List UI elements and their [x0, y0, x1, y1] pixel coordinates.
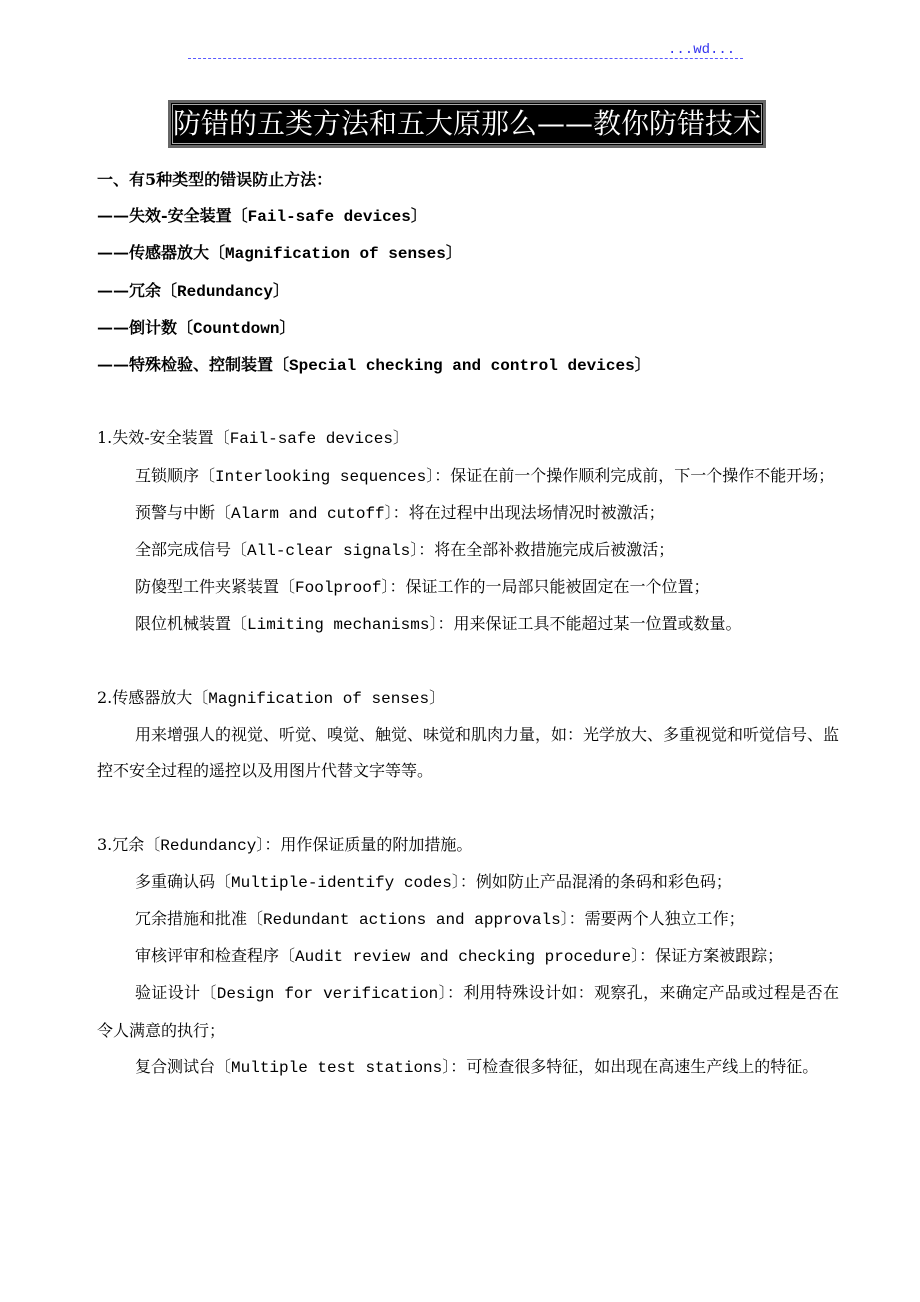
intro-item [97, 347, 839, 384]
header-mark: ...wd... [668, 42, 736, 58]
spacer [97, 790, 839, 826]
para-rest: ：可检查很多特征，如出现在高速生产线上的特征。 [450, 1056, 819, 1076]
para-cn: 防傻型工件夹紧装置 [135, 577, 280, 597]
item-cn: ——失效-安全装置 [97, 206, 232, 226]
intro-item [97, 198, 839, 235]
para-cn: 多重确认码 [135, 871, 216, 891]
item-cn: ——传感器放大 [97, 243, 210, 263]
para-rest: ：保证工作的一局部只能被固定在一个位置； [389, 577, 710, 597]
section-paragraph [97, 458, 839, 495]
para-en: 〔Multiple test stations〕 [215, 1058, 451, 1077]
section-heading [97, 827, 839, 864]
para-en: 〔Design for verification〕 [200, 985, 447, 1004]
spacer [97, 644, 839, 680]
section-title-cn: 2.传感器放大 [97, 687, 193, 707]
section-title-cn: 1.失效-安全装置 [97, 428, 214, 448]
para-cn: 冗余措施和批准 [135, 909, 248, 929]
item-en: 〔Magnification of senses〕 [209, 245, 462, 264]
item-cn: ——特殊检验、控制装置 [97, 355, 274, 375]
para-en: 〔Alarm and cutoff〕 [215, 504, 393, 523]
section-title-en: 〔Fail-safe devices〕 [213, 430, 409, 449]
para-en: 〔Interlooking sequences〕 [199, 467, 435, 486]
section-title-rest: ：用作保证质量的附加措施。 [264, 834, 473, 854]
para-cn: 用来增强人的视觉、听觉、嗅觉、触觉、味觉和肌肉力量，如：光学放大、多重视觉和听觉信号、监控不安全过程的遥控以及用图片代替文字等等。 [97, 725, 840, 781]
para-en: 〔Redundant actions and approvals〕 [247, 911, 569, 930]
para-cn: 复合测试台 [135, 1056, 216, 1076]
para-rest: ：需要两个人独立工作； [568, 909, 745, 929]
section-heading [97, 680, 839, 717]
para-rest: ：用来保证工具不能超过某一位置或数量。 [437, 614, 742, 634]
para-en: 〔Multiple-identify codes〕 [215, 873, 460, 892]
section-paragraph [97, 495, 839, 532]
section-paragraph [97, 864, 839, 901]
item-en: 〔Fail-safe devices〕 [231, 208, 427, 227]
section-paragraph [97, 717, 839, 790]
header-rule [188, 58, 743, 59]
intro-item [97, 273, 839, 310]
para-en: 〔Audit review and checking procedure〕 [279, 948, 640, 967]
para-rest: ：保证在前一个操作顺利完成前，下一个操作不能开场； [434, 465, 835, 485]
para-cn: 互锁顺序 [135, 465, 200, 485]
para-rest: ：保证方案被跟踪； [639, 946, 784, 966]
para-cn: 预警与中断 [135, 502, 216, 522]
section-paragraph [97, 901, 839, 938]
item-en: 〔Special checking and control devices〕 [273, 357, 651, 376]
para-rest: ：将在全部补救措施完成后被激活； [418, 540, 675, 560]
section-heading [97, 420, 839, 457]
section-paragraph [97, 569, 839, 606]
para-cn: 限位机械装置 [135, 614, 232, 634]
item-cn: ——倒计数 [97, 317, 178, 337]
section-title-cn: 3.冗余 [97, 834, 145, 854]
section-title-en: 〔Magnification of senses〕 [192, 689, 446, 708]
para-en: 〔Foolproof〕 [279, 579, 390, 598]
item-cn: ——冗余 [97, 280, 162, 300]
para-en: 〔All-clear signals〕 [231, 542, 419, 561]
section-paragraph [97, 606, 839, 643]
para-en: 〔Limiting mechanisms〕 [231, 616, 438, 635]
document-title: 防错的五类方法和五大原那么——教你防错技术 [168, 100, 766, 148]
para-cn: 审核评审和检查程序 [135, 946, 280, 966]
para-cn: 全部完成信号 [135, 540, 232, 560]
section-paragraph [97, 532, 839, 569]
section-title-en: 〔Redundancy〕 [144, 836, 265, 855]
intro-item [97, 235, 839, 272]
para-rest: ：将在过程中出现法场情况时被激活； [392, 502, 665, 522]
para-rest: ：利用特殊设计如：观察孔，来确定产品或过程是否在令人满意的执行； [97, 983, 839, 1040]
section-paragraph [97, 975, 839, 1048]
intro-heading: 一、有5种类型的错误防止方法： [97, 170, 333, 189]
intro-item [97, 310, 839, 347]
para-rest: ：例如防止产品混淆的条码和彩色码； [459, 871, 732, 891]
item-en: 〔Redundancy〕 [161, 282, 290, 301]
section-paragraph [97, 938, 839, 975]
section-paragraph [97, 1049, 839, 1086]
item-en: 〔Countdown〕 [177, 319, 296, 338]
para-cn: 验证设计 [135, 983, 201, 1003]
document-body [97, 162, 839, 1086]
